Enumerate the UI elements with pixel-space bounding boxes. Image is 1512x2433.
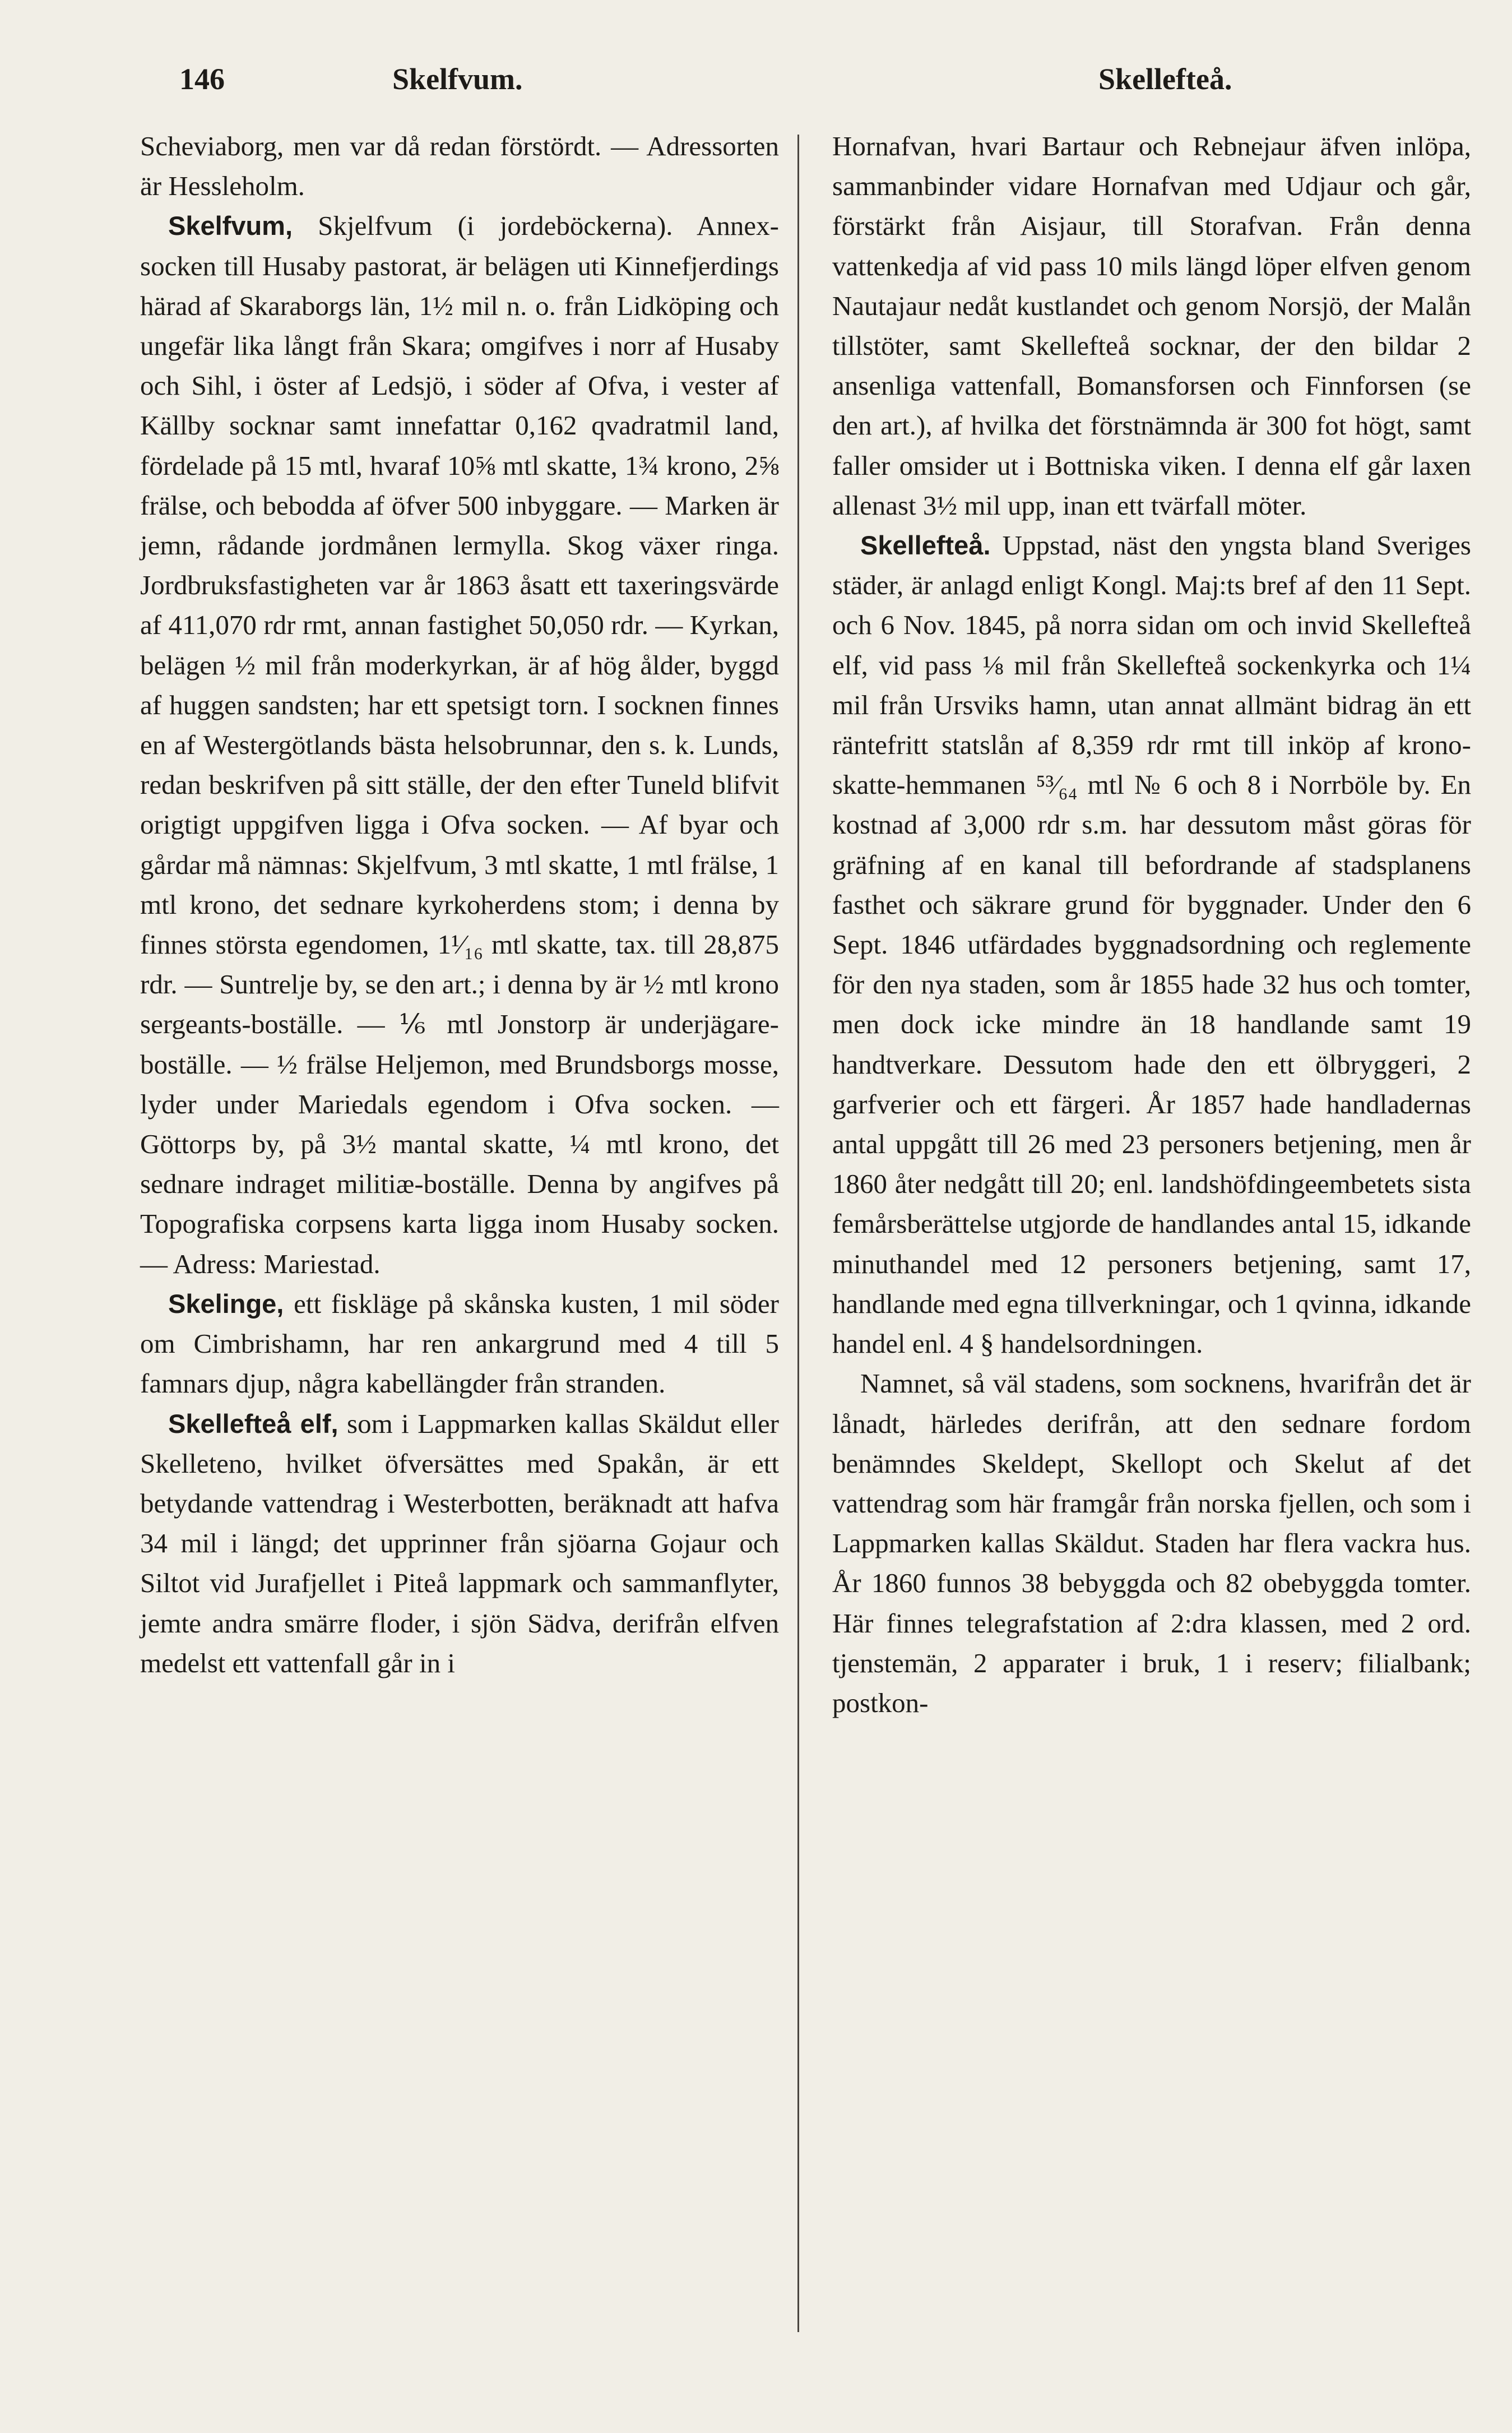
entry-paragraph	[832, 1363, 1471, 1723]
entry-paragraph	[832, 525, 1471, 1363]
entry-text: Skjelfvum (i jordeböckerna). Annex-socken till Husaby pastorat, är belägen uti Kinnefjerdings härad af Skaraborgs län, 1½ mil n. o. från Lidköping och ungefär lika långt från Skara; omgifves i norr af Husaby och Sihl, i öster af Ledsjö, i söder af Ofva, i vester af Källby socknar samt innefattar 0,162 qvadratmil land, fördelade på 15 mtl, hvaraf 10⅝ mtl skatte, 1¾ krono, 2⅝ frälse, och bebodda af öfver 500 inbyggare. — Marken är jemn, rådande jordmånen lermylla. Skog växer ringa. Jordbruksfastigheten var år 1863 åsatt ett taxeringsvärde af 411,070 rdr rmt, annan fastighet 50,050 rdr. — Kyrkan, belägen ½ mil från moderkyrkan, är af hög ålder, byggd af huggen sandsten; har ett spetsigt torn. I socknen finnes en af Westergötlands bästa helsobrunnar, den s. k. Lunds, redan beskrifven på sitt ställe, der den efter Tuneld blifvit origtigt uppgifven ligga i Ofva socken. — Af byar och gårdar må nämnas: Skjelfvum, 3 mtl skatte, 1 mtl frälse, 1 mtl krono, det sednare kyrkoherdens stom; i denna by finnes största egendomen, 1¹⁄₁₆ mtl skatte, tax. till 28,875 rdr. — Suntrelje by, se den art.; i denna by är ½ mtl krono sergeants-boställe. — ⅙ mtl Jonstorp är underjägare-boställe. — ½ frälse Heljemon, med Brundsborgs mosse, lyder under Mariedals egendom i Ofva socken. — Göttorps by, på 3½ mantal skatte, ¼ mtl krono, det sednare indraget militiæ-boställe. Denna by angifves på Topografiska corpsens karta ligga inom Husaby socken. — Adress: Mariestad.	[140, 210, 779, 1279]
left-column	[140, 126, 779, 1683]
entry-headword: Skellefteå elf,	[168, 1408, 338, 1438]
entry-paragraph	[140, 1284, 779, 1404]
left-running-head: Skelfvum.	[392, 62, 523, 96]
entry-headword: Skellefteå.	[860, 530, 991, 561]
entry-headword: Skelinge,	[168, 1288, 284, 1319]
right-running-head: Skellefteå.	[1098, 62, 1232, 96]
right-column	[832, 126, 1471, 1723]
entry-paragraph	[140, 126, 779, 206]
column-divider	[797, 135, 799, 2332]
running-header	[0, 56, 1512, 107]
entry-paragraph	[140, 1404, 779, 1683]
entry-paragraph	[140, 206, 779, 1283]
entry-text: Uppstad, näst den yngsta bland Sveriges städer, är anlagd enligt Kongl. Maj:ts bref af den 11 Sept. och 6 Nov. 1845, på norra sidan om och invid Skellefteå elf, vid pass ⅛ mil från Skellefteå sockenkyrka och 1¼ mil från Ursviks hamn, utan annat allmänt bidrag än ett räntefritt statslån af 8,359 rdr rmt till inköp af krono-skatte-hemmanen ⁵³⁄₆₄ mtl № 6 och 8 i Norrböle by. En kostnad af 3,000 rdr s.m. har dessutom måst göras för gräfning af en kanal till befordrande af stadsplanens fasthet och säkrare grund för byggnader. Under den 6 Sept. 1846 utfärdades byggnadsordning och reglemente för den nya staden, som år 1855 hade 32 hus och tomter, men dock icke mindre än 18 handlande samt 19 handtverkare. Dessutom hade den ett ölbryggeri, 2 garfverier och ett färgeri. År 1857 hade handladernas antal uppgått till 26 med 23 personers betjening, men år 1860 åter nedgått till 20; enl. landshöfdingeembetets sista femårsberättelse utgjorde de handlandes antal 15, idkande minuthandel med 12 personers betjening, samt 17, handlande med egna tillverkningar, och 1 qvinna, idkande handel enl. 4 § handelsordningen.	[832, 530, 1471, 1359]
page-number: 146	[179, 62, 225, 96]
entry-text: Scheviaborg, men var då redan förstördt. — Adressorten är Hessleholm.	[140, 131, 779, 202]
entry-paragraph	[832, 126, 1471, 525]
entry-text: Namnet, så väl stadens, som socknens, hvarifrån det är lånadt, härledes derifrån, att den sednare fordom benämndes Skeldept, Skellopt och Skelut af det vattendrag som här framgår från norska fjellen, och som i Lappmarken kallas Skäldut. Staden har flera vackra hus. År 1860 funnos 38 bebyggda och 82 obebyggda tomter. Här finnes telegrafstation af 2:dra klassen, med 2 ord. tjenstemän, 2 apparater i bruk, 1 i reserv; filialbank; postkon-	[832, 1368, 1471, 1718]
entry-text: som i Lappmarken kallas Skäldut eller Skelleteno, hvilket öfversättes med Spakån, är ett betydande vattendrag i Westerbotten, beräknadt att hafva 34 mil i längd; det upprinner från sjöarna Gojaur och Siltot vid Jurafjellet i Piteå lappmark och sammanflyter, jemte andra smärre floder, i sjön Sädva, derifrån elfven medelst ett vattenfall går in i	[140, 1408, 779, 1678]
entry-text: ett fiskläge på skånska kusten, 1 mil söder om Cimbrishamn, har ren ankargrund med 4 till 5 famnars djup, några kabellängder från stranden.	[140, 1288, 779, 1399]
entry-headword: Skelfvum,	[168, 211, 293, 241]
entry-text: Hornafvan, hvari Bartaur och Rebnejaur äfven inlöpa, sammanbinder vidare Hornafvan med Udjaur och går, förstärkt från Aisjaur, till Storafvan. Från denna vattenkedja af vid pass 10 mils längd löper elfven genom Nautajaur nedåt kustlandet och genom Norsjö, der Malån tillstöter, samt Skellefteå socknar, der den bildar 2 ansenliga vattenfall, Bomansforsen och Finnforsen (se den art.), af hvilka det förstnämnda är 300 fot högt, samt faller omsider ut i Bottniska viken. I denna elf går laxen allenast 3½ mil upp, inan ett tvärfall möter.	[832, 131, 1471, 521]
